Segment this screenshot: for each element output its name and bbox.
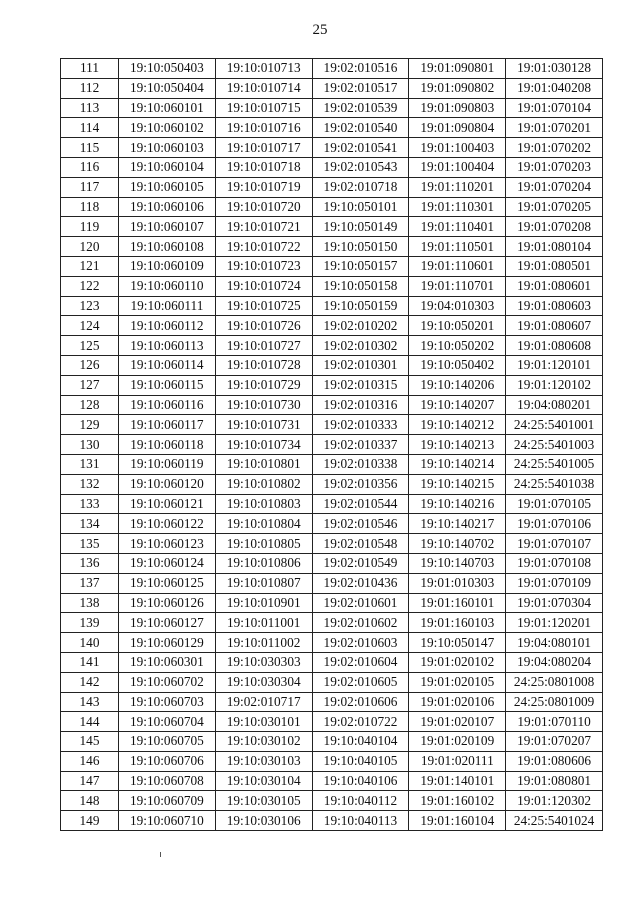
code-cell: 19:01:160104 <box>409 811 506 831</box>
code-cell: 19:01:080606 <box>506 751 603 771</box>
code-cell: 19:10:060125 <box>119 573 216 593</box>
code-cell: 19:01:070304 <box>506 593 603 613</box>
code-cell: 19:01:020102 <box>409 652 506 672</box>
table-row <box>61 751 603 771</box>
table-row <box>61 157 603 177</box>
code-cell: 19:02:010540 <box>312 118 409 138</box>
code-cell: 19:01:080501 <box>506 256 603 276</box>
code-cell: 19:10:140215 <box>409 474 506 494</box>
code-cell: 19:02:010338 <box>312 454 409 474</box>
code-cell: 19:01:070105 <box>506 494 603 514</box>
code-cell: 19:10:010718 <box>215 157 312 177</box>
cadastral-codes-table <box>60 58 603 831</box>
row-number-cell: 134 <box>61 514 119 534</box>
code-cell: 19:02:010516 <box>312 59 409 79</box>
code-cell: 19:10:010714 <box>215 78 312 98</box>
row-number-cell: 130 <box>61 435 119 455</box>
code-cell: 19:10:140217 <box>409 514 506 534</box>
row-number-cell: 127 <box>61 375 119 395</box>
row-number-cell: 111 <box>61 59 119 79</box>
code-cell: 19:10:060708 <box>119 771 216 791</box>
table-row <box>61 395 603 415</box>
code-cell: 19:10:060709 <box>119 791 216 811</box>
code-cell: 19:10:040112 <box>312 791 409 811</box>
code-cell: 19:01:120101 <box>506 355 603 375</box>
row-number-cell: 147 <box>61 771 119 791</box>
code-cell: 19:02:010301 <box>312 355 409 375</box>
row-number-cell: 141 <box>61 652 119 672</box>
row-number-cell: 138 <box>61 593 119 613</box>
code-cell: 19:01:070201 <box>506 118 603 138</box>
code-cell: 19:10:040106 <box>312 771 409 791</box>
code-cell: 19:02:010333 <box>312 415 409 435</box>
code-cell: 19:02:010606 <box>312 692 409 712</box>
code-cell: 19:04:010303 <box>409 296 506 316</box>
table-row <box>61 59 603 79</box>
code-cell: 19:10:030102 <box>215 732 312 752</box>
code-cell: 19:01:070208 <box>506 217 603 237</box>
row-number-cell: 132 <box>61 474 119 494</box>
code-cell: 19:01:110601 <box>409 256 506 276</box>
code-cell: 19:10:140703 <box>409 553 506 573</box>
code-cell: 19:01:080608 <box>506 336 603 356</box>
code-cell: 19:01:070107 <box>506 534 603 554</box>
code-cell: 19:10:010729 <box>215 375 312 395</box>
code-cell: 19:10:050150 <box>312 237 409 257</box>
code-cell: 19:10:050149 <box>312 217 409 237</box>
code-cell: 19:01:090803 <box>409 98 506 118</box>
row-number-cell: 145 <box>61 732 119 752</box>
table-row <box>61 652 603 672</box>
code-cell: 19:10:060112 <box>119 316 216 336</box>
code-cell: 19:02:010603 <box>312 633 409 653</box>
code-cell: 19:02:010602 <box>312 613 409 633</box>
row-number-cell: 146 <box>61 751 119 771</box>
code-cell: 19:02:010604 <box>312 652 409 672</box>
code-cell: 19:02:010517 <box>312 78 409 98</box>
code-cell: 19:01:090802 <box>409 78 506 98</box>
code-cell: 19:10:050403 <box>119 59 216 79</box>
code-cell: 19:01:120201 <box>506 613 603 633</box>
table-row <box>61 613 603 633</box>
row-number-cell: 149 <box>61 811 119 831</box>
code-cell: 19:10:040104 <box>312 732 409 752</box>
code-cell: 19:02:010546 <box>312 514 409 534</box>
code-cell: 19:02:010717 <box>215 692 312 712</box>
code-cell: 19:01:120102 <box>506 375 603 395</box>
code-cell: 24:25:5401038 <box>506 474 603 494</box>
table-row <box>61 712 603 732</box>
code-cell: 19:01:100404 <box>409 157 506 177</box>
code-cell: 19:10:060116 <box>119 395 216 415</box>
code-cell: 19:01:110401 <box>409 217 506 237</box>
code-cell: 19:10:050101 <box>312 197 409 217</box>
row-number-cell: 126 <box>61 355 119 375</box>
code-cell: 19:10:040105 <box>312 751 409 771</box>
code-cell: 19:10:060103 <box>119 138 216 158</box>
code-cell: 19:10:010805 <box>215 534 312 554</box>
row-number-cell: 128 <box>61 395 119 415</box>
code-cell: 19:10:010723 <box>215 256 312 276</box>
code-cell: 19:01:070110 <box>506 712 603 732</box>
code-cell: 19:04:080201 <box>506 395 603 415</box>
code-cell: 19:01:070207 <box>506 732 603 752</box>
row-number-cell: 119 <box>61 217 119 237</box>
table-row <box>61 553 603 573</box>
code-cell: 19:10:060710 <box>119 811 216 831</box>
code-cell: 19:10:050201 <box>409 316 506 336</box>
code-cell: 19:10:010803 <box>215 494 312 514</box>
code-cell: 19:10:010722 <box>215 237 312 257</box>
code-cell: 19:10:010728 <box>215 355 312 375</box>
code-cell: 19:10:060301 <box>119 652 216 672</box>
code-cell: 19:02:010722 <box>312 712 409 732</box>
code-cell: 19:02:010539 <box>312 98 409 118</box>
code-cell: 19:10:030103 <box>215 751 312 771</box>
code-cell: 19:10:010734 <box>215 435 312 455</box>
code-cell: 24:25:5401024 <box>506 811 603 831</box>
table-row <box>61 177 603 197</box>
code-cell: 19:10:050202 <box>409 336 506 356</box>
code-cell: 19:01:070202 <box>506 138 603 158</box>
table-row <box>61 197 603 217</box>
row-number-cell: 113 <box>61 98 119 118</box>
code-cell: 19:02:010202 <box>312 316 409 336</box>
table-row <box>61 692 603 712</box>
code-cell: 19:10:060111 <box>119 296 216 316</box>
code-cell: 19:10:010731 <box>215 415 312 435</box>
code-cell: 19:10:060109 <box>119 256 216 276</box>
row-number-cell: 122 <box>61 276 119 296</box>
code-cell: 19:01:080601 <box>506 276 603 296</box>
row-number-cell: 148 <box>61 791 119 811</box>
code-cell: 19:02:010302 <box>312 336 409 356</box>
table-row <box>61 633 603 653</box>
table-row <box>61 573 603 593</box>
table-row <box>61 336 603 356</box>
code-cell: 19:02:010601 <box>312 593 409 613</box>
code-cell: 19:01:070106 <box>506 514 603 534</box>
code-cell: 19:10:010721 <box>215 217 312 237</box>
table-row <box>61 98 603 118</box>
code-cell: 19:10:060703 <box>119 692 216 712</box>
row-number-cell: 137 <box>61 573 119 593</box>
code-cell: 19:10:060129 <box>119 633 216 653</box>
scan-mark <box>160 852 161 857</box>
code-cell: 19:10:030105 <box>215 791 312 811</box>
table-row <box>61 771 603 791</box>
code-cell: 19:10:060122 <box>119 514 216 534</box>
row-number-cell: 144 <box>61 712 119 732</box>
table-row <box>61 415 603 435</box>
code-cell: 19:10:010717 <box>215 138 312 158</box>
code-cell: 19:01:020106 <box>409 692 506 712</box>
code-cell: 19:10:060107 <box>119 217 216 237</box>
page-number: 25 <box>312 22 328 38</box>
code-cell: 19:01:110501 <box>409 237 506 257</box>
code-cell: 19:10:050404 <box>119 78 216 98</box>
code-cell: 19:10:030304 <box>215 672 312 692</box>
table-row <box>61 435 603 455</box>
code-cell: 19:01:080603 <box>506 296 603 316</box>
code-cell: 19:02:010315 <box>312 375 409 395</box>
code-cell: 19:02:010544 <box>312 494 409 514</box>
code-cell: 19:10:140207 <box>409 395 506 415</box>
code-cell: 19:10:010804 <box>215 514 312 534</box>
table-row <box>61 276 603 296</box>
code-cell: 19:01:070204 <box>506 177 603 197</box>
code-cell: 19:01:070104 <box>506 98 603 118</box>
code-cell: 19:10:060123 <box>119 534 216 554</box>
code-cell: 19:10:010725 <box>215 296 312 316</box>
code-cell: 19:10:010716 <box>215 118 312 138</box>
table-row <box>61 454 603 474</box>
row-number-cell: 142 <box>61 672 119 692</box>
code-cell: 19:01:020109 <box>409 732 506 752</box>
code-cell: 19:10:010713 <box>215 59 312 79</box>
row-number-cell: 143 <box>61 692 119 712</box>
code-cell: 19:01:080801 <box>506 771 603 791</box>
code-cell: 19:10:060114 <box>119 355 216 375</box>
code-cell: 24:25:5401003 <box>506 435 603 455</box>
code-cell: 19:01:160103 <box>409 613 506 633</box>
code-cell: 19:02:010356 <box>312 474 409 494</box>
row-number-cell: 124 <box>61 316 119 336</box>
code-cell: 19:10:060118 <box>119 435 216 455</box>
code-cell: 19:01:110201 <box>409 177 506 197</box>
code-cell: 19:10:050159 <box>312 296 409 316</box>
code-cell: 19:01:070203 <box>506 157 603 177</box>
code-cell: 19:04:080204 <box>506 652 603 672</box>
code-cell: 19:01:020107 <box>409 712 506 732</box>
table-row <box>61 237 603 257</box>
code-cell: 19:01:140101 <box>409 771 506 791</box>
code-cell: 19:02:010541 <box>312 138 409 158</box>
code-cell: 19:10:030101 <box>215 712 312 732</box>
table-row <box>61 217 603 237</box>
table-row <box>61 138 603 158</box>
code-cell: 19:01:020111 <box>409 751 506 771</box>
table-row <box>61 355 603 375</box>
table-row <box>61 514 603 534</box>
table-body <box>61 59 603 831</box>
code-cell: 19:10:060124 <box>119 553 216 573</box>
code-cell: 19:10:040113 <box>312 811 409 831</box>
code-cell: 19:10:010727 <box>215 336 312 356</box>
code-cell: 19:01:110701 <box>409 276 506 296</box>
code-cell: 19:10:010726 <box>215 316 312 336</box>
code-cell: 19:01:110301 <box>409 197 506 217</box>
code-cell: 19:01:070109 <box>506 573 603 593</box>
code-cell: 19:10:060101 <box>119 98 216 118</box>
code-cell: 19:01:070205 <box>506 197 603 217</box>
code-cell: 19:10:140214 <box>409 454 506 474</box>
code-cell: 19:10:060119 <box>119 454 216 474</box>
code-cell: 19:10:010801 <box>215 454 312 474</box>
code-cell: 19:10:010724 <box>215 276 312 296</box>
code-cell: 19:10:060113 <box>119 336 216 356</box>
code-cell: 19:01:120302 <box>506 791 603 811</box>
table-row <box>61 118 603 138</box>
row-number-cell: 125 <box>61 336 119 356</box>
code-cell: 19:10:060127 <box>119 613 216 633</box>
code-cell: 19:10:060104 <box>119 157 216 177</box>
code-cell: 19:10:010802 <box>215 474 312 494</box>
code-cell: 19:10:050158 <box>312 276 409 296</box>
code-cell: 19:10:060706 <box>119 751 216 771</box>
table-row <box>61 78 603 98</box>
code-cell: 19:10:060102 <box>119 118 216 138</box>
code-cell: 19:10:030106 <box>215 811 312 831</box>
code-cell: 19:10:140206 <box>409 375 506 395</box>
row-number-cell: 123 <box>61 296 119 316</box>
code-cell: 19:10:030104 <box>215 771 312 791</box>
code-cell: 19:10:140216 <box>409 494 506 514</box>
table-row <box>61 732 603 752</box>
code-cell: 19:10:140212 <box>409 415 506 435</box>
table-row <box>61 256 603 276</box>
code-cell: 19:02:010543 <box>312 157 409 177</box>
code-cell: 19:02:010316 <box>312 395 409 415</box>
code-cell: 19:01:090801 <box>409 59 506 79</box>
table-row <box>61 474 603 494</box>
code-cell: 19:10:011002 <box>215 633 312 653</box>
code-cell: 19:02:010605 <box>312 672 409 692</box>
code-cell: 19:10:060705 <box>119 732 216 752</box>
code-cell: 19:10:050157 <box>312 256 409 276</box>
row-number-cell: 117 <box>61 177 119 197</box>
code-cell: 19:01:100403 <box>409 138 506 158</box>
code-cell: 19:10:140702 <box>409 534 506 554</box>
code-cell: 19:01:160102 <box>409 791 506 811</box>
code-cell: 19:02:010436 <box>312 573 409 593</box>
row-number-cell: 112 <box>61 78 119 98</box>
code-cell: 19:10:060126 <box>119 593 216 613</box>
code-cell: 24:25:5401005 <box>506 454 603 474</box>
code-cell: 19:10:010806 <box>215 553 312 573</box>
code-cell: 19:10:030303 <box>215 652 312 672</box>
row-number-cell: 131 <box>61 454 119 474</box>
code-cell: 19:02:010718 <box>312 177 409 197</box>
row-number-cell: 116 <box>61 157 119 177</box>
code-cell: 19:02:010548 <box>312 534 409 554</box>
table-row <box>61 672 603 692</box>
row-number-cell: 118 <box>61 197 119 217</box>
code-cell: 19:01:030128 <box>506 59 603 79</box>
code-cell: 19:10:010715 <box>215 98 312 118</box>
row-number-cell: 133 <box>61 494 119 514</box>
code-cell: 19:10:140213 <box>409 435 506 455</box>
code-cell: 19:10:060702 <box>119 672 216 692</box>
row-number-cell: 136 <box>61 553 119 573</box>
table-row <box>61 811 603 831</box>
code-cell: 19:04:080101 <box>506 633 603 653</box>
row-number-cell: 120 <box>61 237 119 257</box>
code-cell: 24:25:5401001 <box>506 415 603 435</box>
code-cell: 19:01:090804 <box>409 118 506 138</box>
row-number-cell: 135 <box>61 534 119 554</box>
table-row <box>61 375 603 395</box>
code-cell: 24:25:0801009 <box>506 692 603 712</box>
table-row <box>61 791 603 811</box>
row-number-cell: 140 <box>61 633 119 653</box>
code-cell: 19:10:060117 <box>119 415 216 435</box>
code-cell: 19:01:070108 <box>506 553 603 573</box>
code-cell: 19:10:060120 <box>119 474 216 494</box>
table-row <box>61 316 603 336</box>
code-cell: 19:10:050147 <box>409 633 506 653</box>
code-cell: 19:01:010303 <box>409 573 506 593</box>
code-cell: 19:02:010337 <box>312 435 409 455</box>
code-cell: 19:10:011001 <box>215 613 312 633</box>
table-row <box>61 593 603 613</box>
code-cell: 19:01:020105 <box>409 672 506 692</box>
row-number-cell: 139 <box>61 613 119 633</box>
code-cell: 19:10:010901 <box>215 593 312 613</box>
code-cell: 19:10:060704 <box>119 712 216 732</box>
code-cell: 19:10:060110 <box>119 276 216 296</box>
code-cell: 19:10:060115 <box>119 375 216 395</box>
code-cell: 19:01:040208 <box>506 78 603 98</box>
code-cell: 19:01:080104 <box>506 237 603 257</box>
code-cell: 19:10:060121 <box>119 494 216 514</box>
code-cell: 19:10:010719 <box>215 177 312 197</box>
row-number-cell: 121 <box>61 256 119 276</box>
table-row <box>61 296 603 316</box>
code-cell: 19:10:060106 <box>119 197 216 217</box>
code-cell: 19:10:060108 <box>119 237 216 257</box>
table-row <box>61 534 603 554</box>
code-cell: 19:10:050402 <box>409 355 506 375</box>
code-cell: 24:25:0801008 <box>506 672 603 692</box>
row-number-cell: 129 <box>61 415 119 435</box>
code-cell: 19:01:080607 <box>506 316 603 336</box>
row-number-cell: 114 <box>61 118 119 138</box>
table-row <box>61 494 603 514</box>
code-cell: 19:10:010720 <box>215 197 312 217</box>
code-cell: 19:10:010807 <box>215 573 312 593</box>
code-cell: 19:10:010730 <box>215 395 312 415</box>
row-number-cell: 115 <box>61 138 119 158</box>
code-cell: 19:10:060105 <box>119 177 216 197</box>
code-cell: 19:02:010549 <box>312 553 409 573</box>
code-cell: 19:01:160101 <box>409 593 506 613</box>
